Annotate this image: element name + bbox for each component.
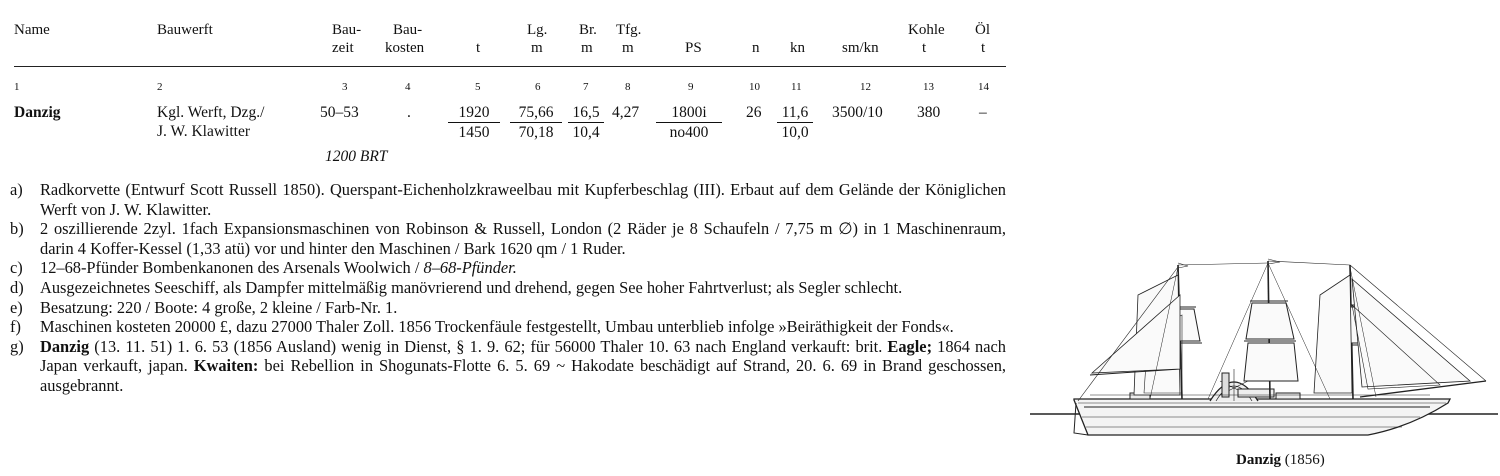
colnum-11: 11: [791, 81, 802, 93]
header-kn: kn: [790, 40, 805, 56]
draught-value: 4,27: [612, 104, 640, 121]
header-t: t: [476, 40, 481, 56]
note-text-wrap: [40, 258, 1006, 278]
power-nominal: no400: [669, 124, 709, 141]
note-text: Radkorvette (Entwurf Scott Russell 1850). Querspant-Eichenholzkraweelbau mit Kupferbeschlag (III). Erbaut auf dem Gelände der Königlichen Werft von J. W. Klawitter.: [40, 180, 1006, 219]
header-br-2: m: [581, 40, 593, 56]
note-text: bei Rebellion in Shogunats-Flotte 6. 5. 69 ~ Hakodate beschädigt auf Strand, 20. 6. 69 in Brand geschossen, ausgebrannt.: [40, 356, 1006, 395]
note-text: 2 oszillierende 2zyl. 1fach Expansionsmaschinen von Robinson & Russell, London (2 Räder je 8 Schaufeln / 7,75 m ∅) in 1 Maschinenraum, darin 4 Koffer-Kessel (1,33 atü) vor und hinter den Maschinen / Bark 1620 qm / 1 Ruder.: [40, 219, 1006, 258]
header-bauzeit-1: Bau-: [332, 22, 362, 38]
note-label: a): [10, 180, 23, 199]
colnum-7: 7: [583, 81, 589, 93]
colnum-6: 6: [535, 81, 541, 93]
power-indicated: 1800i: [656, 104, 722, 123]
bauwerft-line-1: Kgl. Werft, Dzg./: [157, 104, 265, 121]
note-text: 12–68-Pfünder Bombenkanonen des Arsenals Woolwich /: [40, 258, 424, 278]
paddle-corvette-drawing-icon: [1030, 255, 1500, 445]
rpm-value: 26: [746, 104, 762, 121]
note-label: e): [10, 297, 23, 317]
note-g: [10, 337, 1006, 396]
beam-hull: 10,4: [572, 124, 600, 141]
note-c: [10, 258, 1006, 278]
note-italic-armament: 8–68-Pfünder.: [423, 258, 517, 278]
bauwerft-line-2: J. W. Klawitter: [157, 123, 250, 140]
caption-ship-name: Danzig: [1236, 452, 1281, 468]
note-b: [10, 219, 1006, 258]
note-label: c): [10, 258, 23, 278]
note-text: Maschinen kosteten 20000 £, dazu 27000 Thaler Zoll. 1856 Trockenfäule festgestellt, Umbau unterblieb infolge »Beiräthigkeit der Fonds«.: [40, 317, 954, 337]
speed-sail: 10,0: [781, 124, 809, 141]
colnum-4: 4: [405, 81, 411, 93]
speed-fraction: [777, 104, 813, 141]
ship-name-kwaiten: Kwaiten:: [193, 356, 259, 376]
note-text: 1864 nach Japan verkauft, japan.: [40, 336, 1006, 376]
coal-value: 380: [917, 104, 941, 121]
header-lg-2: m: [531, 40, 543, 56]
length-overall: 75,66: [510, 104, 562, 123]
header-kohle-1: Kohle: [908, 22, 945, 38]
note-d: [10, 278, 1006, 298]
length-fraction: [510, 104, 562, 141]
colnum-10: 10: [749, 81, 760, 93]
note-label: g): [10, 336, 24, 356]
header-ps: PS: [685, 40, 702, 56]
note-e: [10, 298, 1006, 318]
colnum-5: 5: [475, 81, 481, 93]
header-oel-2: t: [981, 40, 986, 56]
displacement-fraction: [448, 104, 500, 141]
length-waterline: 70,18: [518, 124, 554, 141]
note-label: d): [10, 277, 24, 297]
colnum-12: 12: [860, 81, 871, 93]
colnum-2: 2: [157, 81, 163, 93]
note-label: f): [10, 317, 21, 337]
beam-fraction: [568, 104, 604, 141]
caption-year: (1856): [1281, 452, 1325, 468]
colnum-1: 1: [14, 81, 20, 93]
baukosten-value: .: [407, 104, 411, 121]
displacement-max: 1920: [448, 104, 500, 123]
header-tfg-1: Tfg.: [616, 22, 642, 38]
note-text: Ausgezeichnetes Seeschiff, als Dampfer mittelmäßig manövrierend und drehend, gegen See hoher Fahrtverlust; als Segler schlecht.: [40, 277, 903, 297]
note-text: Besatzung: 220 / Boote: 4 große, 2 kleine / Farb-Nr. 1.: [40, 297, 398, 317]
note-a: [10, 180, 1006, 219]
ship-name-eagle: Eagle;: [887, 336, 933, 356]
note-label: b): [10, 219, 24, 239]
header-oel-1: Öl: [975, 22, 990, 38]
power-fraction: [656, 104, 722, 141]
header-kohle-2: t: [922, 40, 927, 56]
brt-value: 1200 BRT: [325, 148, 388, 165]
header-tfg-2: m: [622, 40, 634, 56]
colnum-8: 8: [625, 81, 631, 93]
colnum-13: 13: [923, 81, 934, 93]
ship-name-danzig: Danzig: [40, 336, 90, 356]
notes-list: [10, 180, 1006, 396]
header-lg-1: Lg.: [527, 22, 548, 38]
illustration-caption: [1236, 452, 1325, 469]
displacement-design: 1450: [458, 124, 490, 141]
colnum-3: 3: [342, 81, 348, 93]
beam-over-paddles: 16,5: [568, 104, 604, 123]
header-bauzeit-2: zeit: [332, 40, 354, 56]
header-n: n: [752, 40, 760, 56]
note-text-wrap: [40, 337, 1006, 396]
header-name: Name: [14, 22, 50, 38]
header-baukosten-2: kosten: [385, 40, 425, 56]
colnum-9: 9: [688, 81, 694, 93]
header-bauwerft: Bauwerft: [157, 22, 213, 38]
header-br-1: Br.: [579, 22, 597, 38]
oil-value: –: [979, 104, 987, 121]
note-text: (13. 11. 51) 1. 6. 53 (1856 Ausland) wenig in Dienst, § 1. 9. 62; für 56000 Thaler 10. 63 nach England verkauft: brit.: [89, 336, 888, 356]
header-baukosten-1: Bau-: [393, 22, 423, 38]
note-f: [10, 317, 1006, 337]
ship-name: Danzig: [14, 104, 61, 121]
bauzeit-value: 50–53: [320, 104, 359, 121]
header-smkn: sm/kn: [842, 40, 879, 56]
colnum-14: 14: [978, 81, 989, 93]
range-value: 3500/10: [832, 104, 883, 121]
header-rule: [14, 66, 1006, 67]
speed-max: 11,6: [777, 104, 813, 123]
